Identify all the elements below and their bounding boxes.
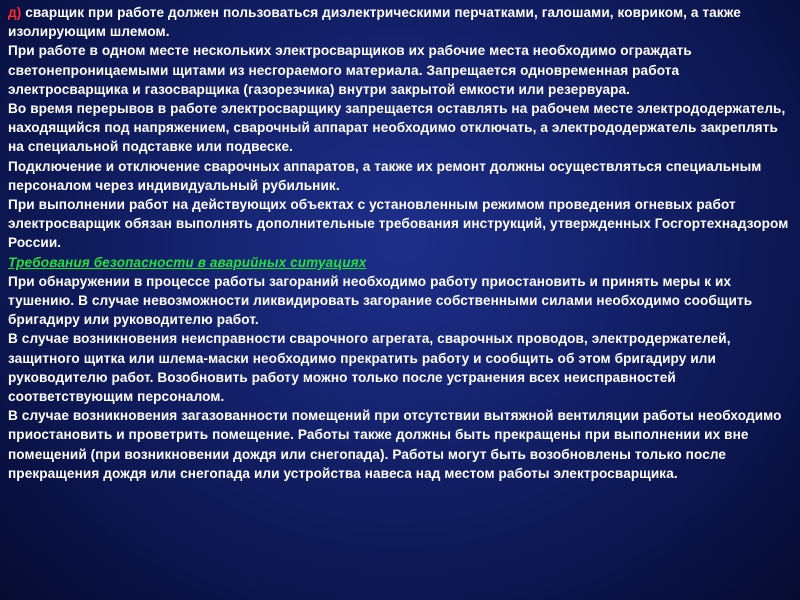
paragraph: При работе в одном месте нескольких электросварщиков их рабочие места необходимо ограждать светонепроницаемыми щитами из несгораемого материала. Запрещается одновременная работа электросварщика и газосварщика (газорезчика) внутри закрытой емкости или резервуара. — [8, 43, 692, 97]
paragraph: В случае возникновения загазованности помещений при отсутствии вытяжной вентиляции работы необходимо приостановить и проветрить помещение. Работы также должны быть прекращены при выполнении их вне помещений (при возникновении дождя или снегопада). Работы могут быть возобновлены только после прекращения дождя или снегопада или устройства навеса над местом работы электросварщика. — [8, 408, 782, 481]
slide-body-text — [8, 3, 796, 483]
list-item-marker: д) — [8, 5, 22, 20]
section-heading: Требования безопасности в аварийных ситуациях — [8, 254, 367, 270]
paragraph: Во время перерывов в работе электросварщику запрещается оставлять на рабочем месте электрододержатель, находящийся под напряжением, сварочный аппарат необходимо отключать, а электрододержатель закреплять на специальной подставке или подвеске. — [8, 101, 786, 155]
paragraph: В случае возникновения неисправности сварочного агрегата, сварочных проводов, электродержателей, защитного щитка или шлема-маски необходимо прекратить работу и сообщить об этом бригадиру или руководителю работ. Возобновить работу можно только после устранения всех неисправностей соответствующим персоналом. — [8, 331, 731, 405]
list-item-text: сварщик при работе должен пользоваться диэлектрическими перчатками, галошами, ковриком, а также изолирующим шлемом. — [8, 5, 741, 40]
paragraph: При обнаружении в процессе работы загораний необходимо работу приостановить и принять меры к их тушению. В случае невозможности ликвидировать загорание собственными силами необходимо сообщить бригадиру или руководителю работ. — [8, 273, 753, 328]
list-item-d — [8, 3, 796, 41]
paragraph: При выполнении работ на действующих объектах с установленным режимом проведения огневых работ электросварщик обязан выполнять дополнительные требования инструкций, утвержденных Госгортехнадзором России. — [8, 197, 789, 251]
paragraph: Подключение и отключение сварочных аппаратов, а также их ремонт должны осуществляться специальным персоналом через индивидуальный рубильник. — [8, 158, 762, 193]
